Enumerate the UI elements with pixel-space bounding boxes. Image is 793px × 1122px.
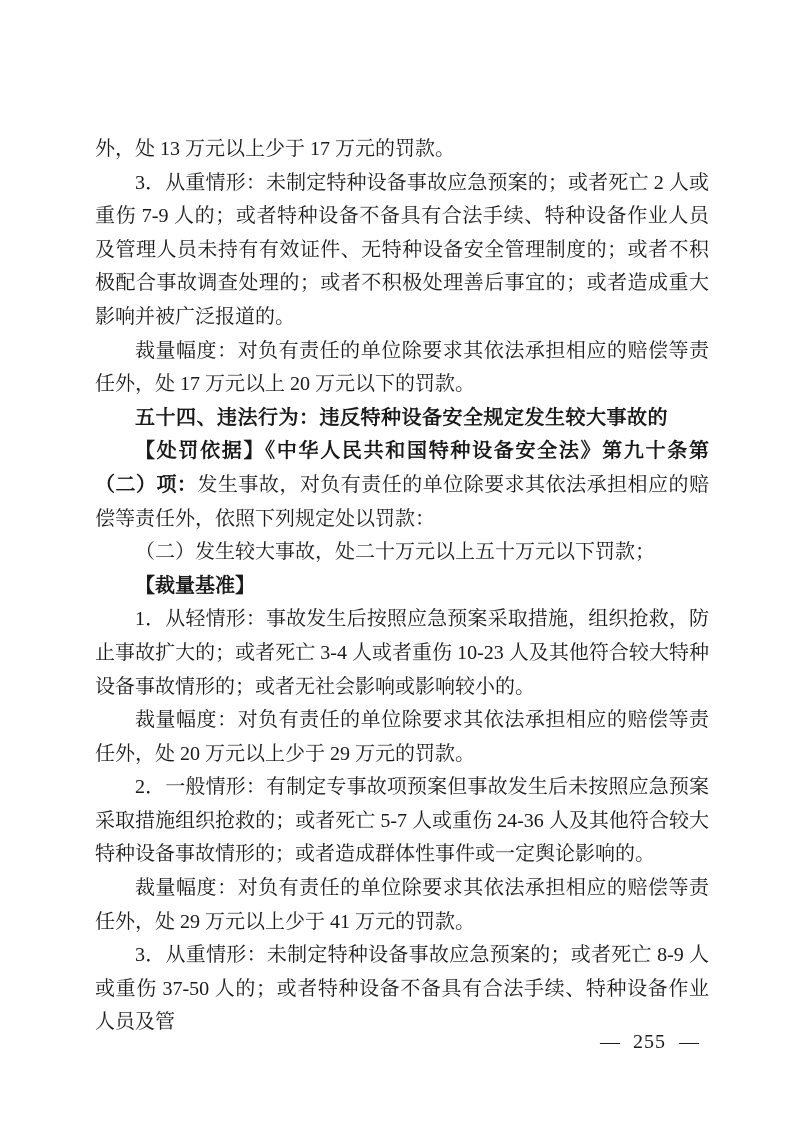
page-content [95,133,709,1040]
para-penalty-basis [95,435,709,536]
para-general-circumstances: 2．一般情形：有制定专事故项预案但事故发生后未按照应急预案采取措施组织抢救的；或者死亡 5-7 人或重伤 24-36 人及其他符合较大特种设备事故情形的；或者造成群体性事件或一定舆论影响的。 [95,776,709,866]
footer-dash-right: — [679,1031,699,1053]
para-aggravating-circumstances-prev-section: 3．从重情形：未制定特种设备事故应急预案的；或者死亡 2 人或重伤 7-9 人的；或者特种设备不备具有合法手续、特种设备作业人员及管理人员未持有有效证件、无特种设备安全管理制度的；或者不积极配合事故调查处理的；或者不积极处理善后事宜的；或者造成重大影响并被广泛报道的。 [95,171,709,328]
para-discretion-range-prev-section: 裁量幅度：对负有责任的单位除要求其依法承担相应的赔偿等责任外，处 17 万元以上 20 万元以下的罚款。 [95,339,709,396]
penalty-basis-text: 发生事故，对负有责任的单位除要求其依法承担相应的赔偿等责任外，依照下列规定处以罚款： [95,473,710,530]
para-lenient-circumstances: 1．从轻情形：事故发生后按照应急预案采取措施，组织抢救，防止事故扩大的；或者死亡 3-4 人或者重伤 10-23 人及其他符合较大特种设备事故情形的；或者无社会影响或影响较小的。 [95,608,709,698]
section-heading-54-illegal-act: 五十四、违法行为：违反特种设备安全规定发生较大事故的 [135,406,668,429]
footer-dash-left: — [600,1031,620,1053]
para-prev-fine-range-tail: 外，处 13 万元以上少于 17 万元的罚款。 [95,138,455,160]
para-item-two-fine: （二）发生较大事故，处二十万元以上五十万元以下罚款； [135,541,655,564]
para-discretion-range-1: 裁量幅度：对负有责任的单位除要求其依法承担相应的赔偿等责任外，处 20 万元以上少于 29 万元的罚款。 [95,709,709,765]
page-footer [596,1029,703,1055]
penalty-basis-label: 【处罚依据】《中华人民共和国特种设备安全法》第九十条第（二）项： [95,440,709,496]
page-number: 255 [633,1031,666,1053]
para-aggravating-circumstances: 3．从重情形：未制定特种设备事故应急预案的；或者死亡 8-9 人或重伤 37-50 人的；或者特种设备不备具有合法手续、特种设备作业人员及管 [95,944,709,1034]
para-discretion-range-2: 裁量幅度：对负有责任的单位除要求其依法承担相应的赔偿等责任外，处 29 万元以上少于 41 万元的罚款。 [95,877,709,933]
sub-heading-benchmark: 【裁量基准】 [135,574,255,597]
